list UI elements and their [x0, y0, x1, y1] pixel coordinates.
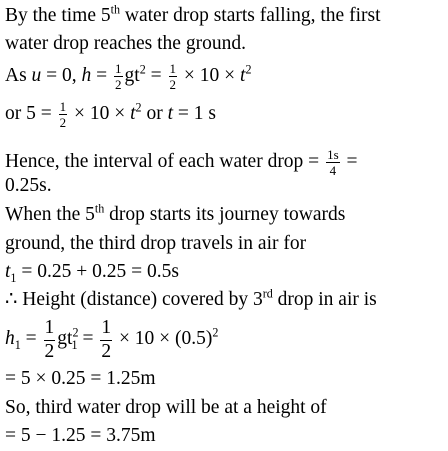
- numerator: 1: [59, 99, 67, 114]
- text: × 10 × (0.5): [114, 327, 213, 349]
- fraction: [326, 148, 340, 177]
- line-3: [5, 62, 251, 91]
- line-6: 0.25s.: [5, 175, 52, 196]
- denominator: 2: [115, 77, 122, 92]
- math-var: t: [167, 102, 174, 124]
- text: By the time 5: [5, 5, 111, 26]
- denominator: 2: [59, 115, 67, 130]
- denominator: 2: [169, 77, 177, 92]
- text: water drop starts falling, the first: [120, 5, 381, 26]
- superscript: 2: [72, 325, 79, 340]
- text: Hence, the interval of each water drop =: [5, 150, 325, 172]
- fraction: [114, 62, 123, 91]
- text: × 10 ×: [179, 64, 241, 86]
- fraction: [59, 100, 68, 129]
- superscript: 2: [245, 62, 252, 77]
- line-10: [5, 286, 377, 310]
- line-11: [5, 318, 218, 361]
- denominator: 2: [101, 340, 112, 362]
- superscript: 2: [212, 325, 219, 340]
- superscript: 2: [139, 62, 146, 77]
- numerator: 1: [44, 318, 56, 341]
- fraction: [169, 62, 178, 91]
- text: gt: [124, 64, 140, 86]
- line-14: = 5 − 1.25 = 3.75m: [5, 425, 156, 446]
- math-var: u: [31, 64, 42, 86]
- text: = 1 s: [173, 102, 216, 124]
- text: = 0.25 + 0.25 = 0.5s: [16, 261, 179, 282]
- denominator: 4: [329, 163, 337, 178]
- text: =: [91, 64, 113, 86]
- subscript: 1: [71, 337, 78, 352]
- text: ∴ Height (distance) covered by 3: [5, 289, 263, 310]
- fraction: [44, 318, 56, 361]
- math-var: h: [81, 64, 92, 86]
- text: or 5 =: [5, 102, 57, 124]
- text: =: [145, 64, 167, 86]
- text: =: [20, 327, 42, 349]
- subscript: 1: [14, 337, 21, 352]
- superscript: rd: [262, 286, 273, 301]
- line-9: [5, 261, 179, 285]
- math-var: t: [5, 261, 11, 282]
- text: drop in air is: [272, 289, 377, 310]
- text: = 0,: [41, 64, 82, 86]
- denominator: 2: [44, 340, 55, 362]
- superscript: th: [94, 201, 105, 216]
- text: =: [77, 327, 99, 349]
- fraction: [100, 318, 112, 361]
- line-8: ground, the third drop travels in air for: [5, 233, 307, 254]
- math-var: t: [130, 102, 136, 124]
- text: × 10 ×: [69, 102, 131, 124]
- line-7: [5, 201, 346, 225]
- text: When the 5: [5, 204, 95, 225]
- line-2: water drop reaches the ground.: [5, 33, 246, 54]
- text: drop starts its journey towards: [104, 204, 346, 225]
- text: =: [341, 150, 358, 172]
- line-4: [5, 100, 216, 129]
- numerator: 1: [100, 318, 112, 341]
- line-12: = 5 × 0.25 = 1.25m: [5, 368, 156, 389]
- text: or: [141, 102, 168, 124]
- numerator: 1s: [327, 147, 339, 162]
- text: As: [5, 64, 32, 86]
- numerator: 1: [169, 61, 177, 76]
- math-var: h: [5, 327, 15, 349]
- subscript: 1: [10, 270, 17, 285]
- superscript: th: [110, 2, 121, 17]
- line-5: [5, 148, 358, 177]
- line-1: [5, 2, 381, 26]
- text: gt: [57, 327, 73, 349]
- math-var: t: [240, 64, 246, 86]
- numerator: 1: [115, 61, 122, 76]
- superscript: 2: [135, 100, 142, 115]
- line-13: So, third water drop will be at a height of: [5, 397, 327, 418]
